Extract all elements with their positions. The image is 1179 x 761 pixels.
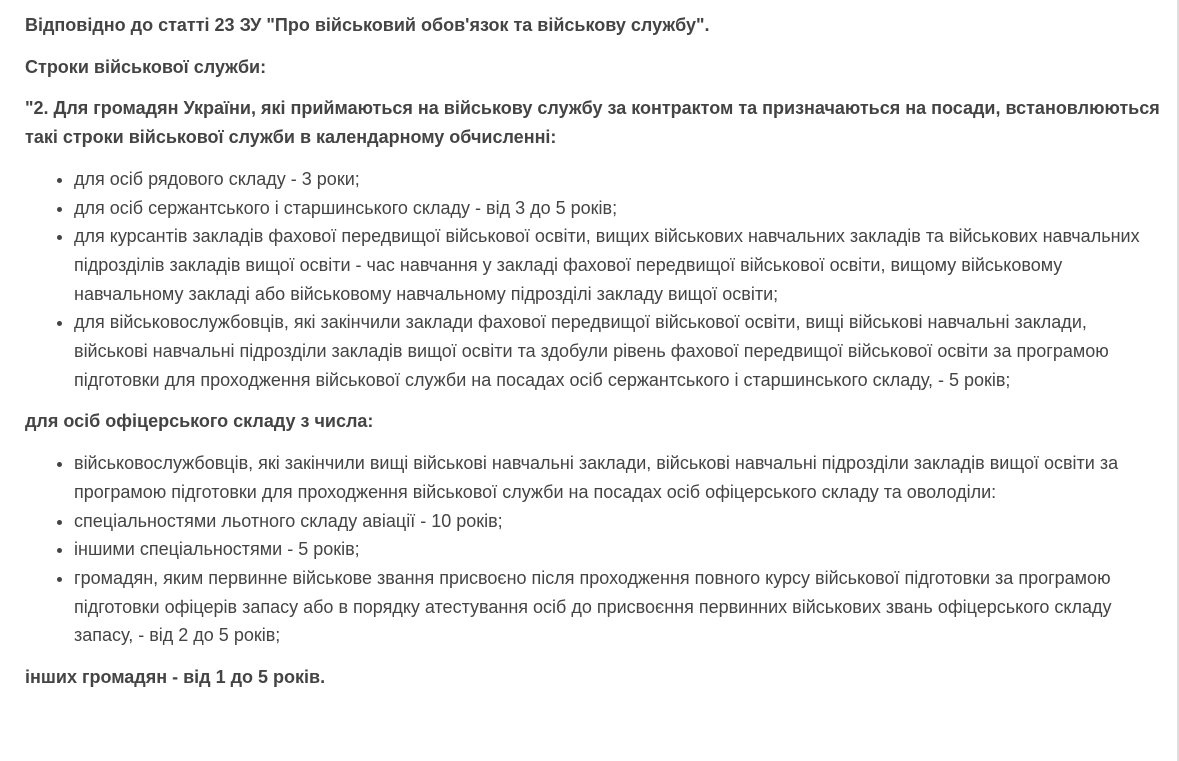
officers-heading <box>25 407 1160 436</box>
other-citizens-paragraph <box>25 663 1160 692</box>
clause-text: "2. Для громадян України, які приймаються на військову службу за контрактом та призначаються на посади, встановлюються такі строки військової служби в календарному обчисленні: <box>25 98 1160 148</box>
list-item: • іншими спеціальностями - 5 років; <box>74 535 1160 564</box>
list-item: • військовослужбовців, які закінчили вищі військові навчальні заклади, військові навчальні підрозділи закладів вищої освіти за програмою підготовки для проходження військової служби на посадах осіб офіцерського складу та оволоділи: <box>74 449 1160 506</box>
list-item: • спеціальностями льотного складу авіації - 10 років; <box>74 507 1160 536</box>
list-item: • для військовослужбовців, які закінчили заклади фахової передвищої військової освіти, вищі військові навчальні заклади, військові навчальні підрозділи закладів вищої освіти та здобули рівень фахової передвищої військової освіти за програмою підготовки для проходження військової служби на посадах осіб сержантського і старшинського складу, - 5 років; <box>74 308 1160 394</box>
list-item: • для осіб рядового складу - 3 роки; <box>74 165 1160 194</box>
service-terms-list <box>25 165 1160 395</box>
intro-text: Відповідно до статті 23 ЗУ "Про військовий обов'язок та військову службу". <box>25 15 710 35</box>
list-item: • для осіб сержантського і старшинського складу - від 3 до 5 років; <box>74 194 1160 223</box>
other-citizens-text: інших громадян - від 1 до 5 років. <box>25 667 326 688</box>
officers-heading-text: для осіб офіцерського складу з числа: <box>25 411 374 432</box>
article-content <box>25 11 1160 705</box>
list-item: • громадян, яким первинне військове звання присвоєно після проходження повного курсу військової підготовки за програмою підготовки офіцерів запасу або в порядку атестування осіб до присвоєння первинних військових звань офіцерського складу запасу, - від 2 до 5 років; <box>74 564 1160 650</box>
clause-paragraph <box>25 94 1160 151</box>
intro-paragraph <box>25 11 1160 40</box>
heading-text: Строки військової служби: <box>25 56 267 77</box>
list-item: • для курсантів закладів фахової передвищої військової освіти, вищих військових навчальних закладів та військових навчальних підрозділів закладів вищої освіти - час навчання у закладі фахової передвищої військової освіти, вищому військовому навчальному закладі або військовому навчальному підрозділі закладу вищої освіти; <box>74 222 1160 308</box>
officers-terms-list <box>25 449 1160 650</box>
section-heading <box>25 53 1160 82</box>
